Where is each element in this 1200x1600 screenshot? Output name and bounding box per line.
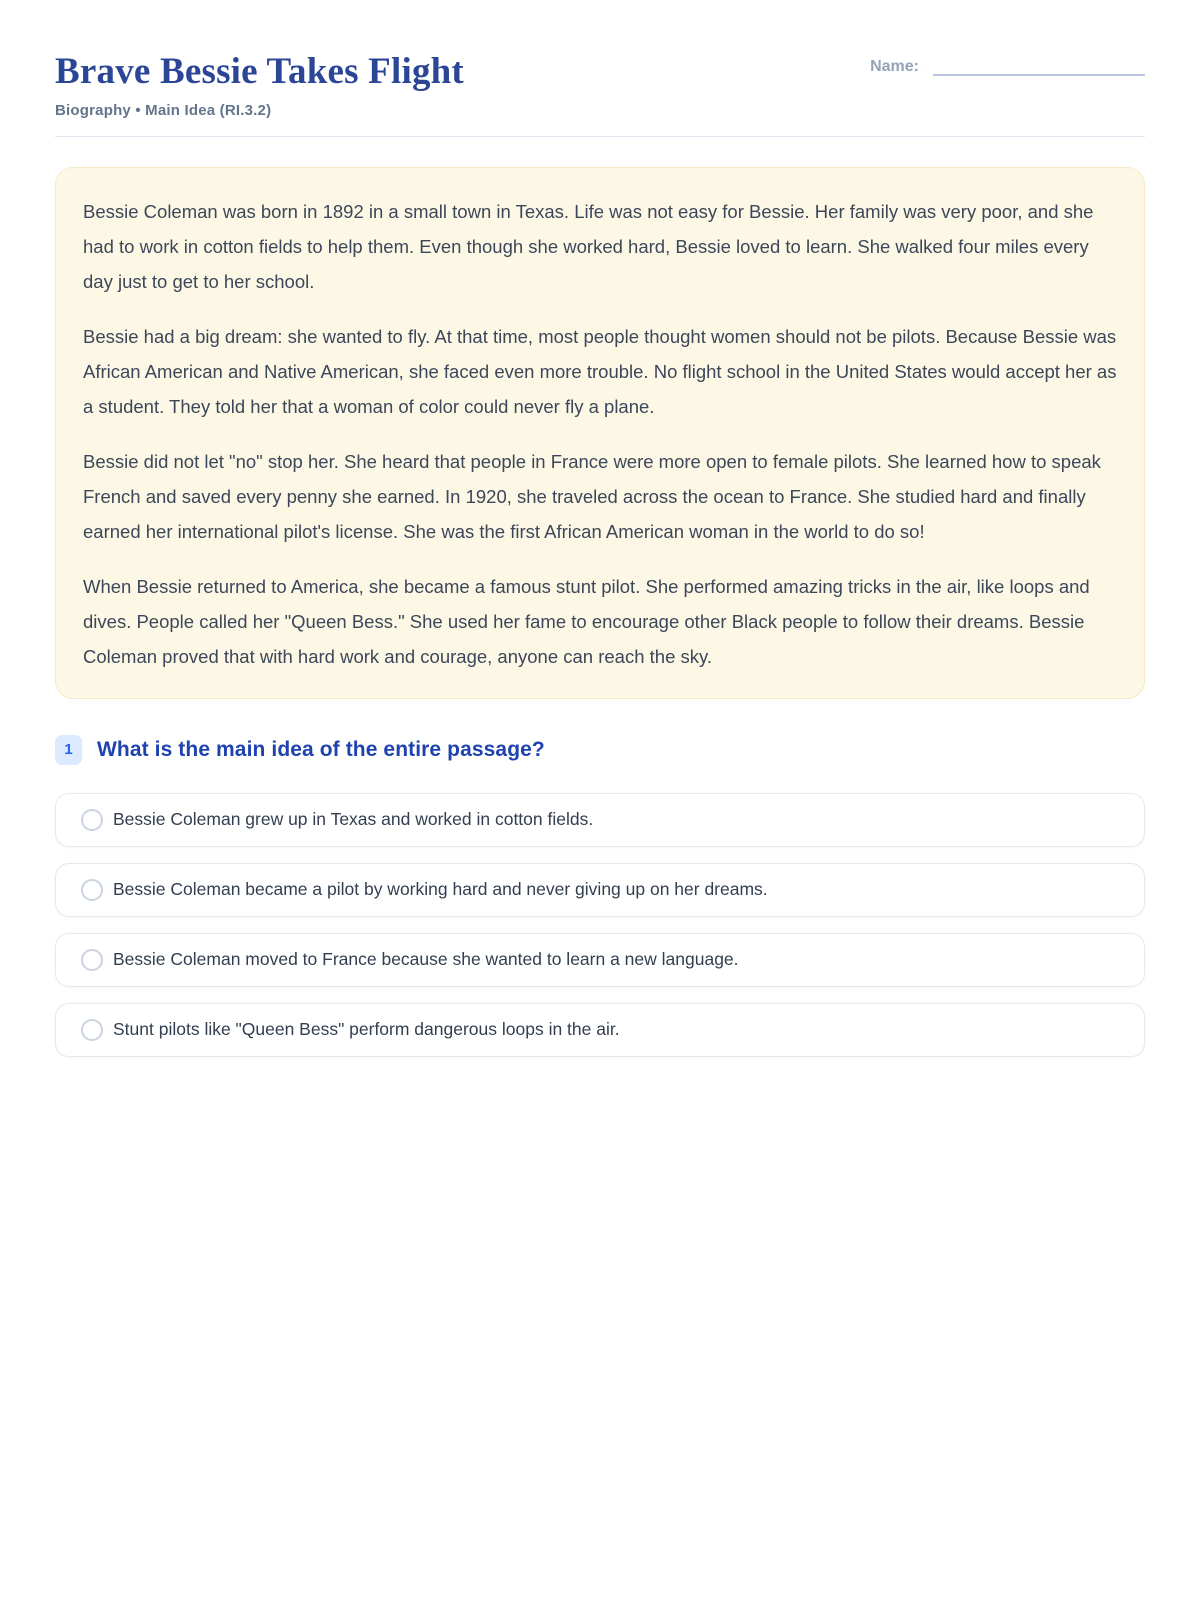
- passage-paragraph: Bessie had a big dream: she wanted to fly. At that time, most people thought women should not be pilots. Because Bessie was African American and Native American, she faced even more trouble. No flight school in the United States would accept her as a student. They told her that a woman of color could never fly a plane.: [83, 325, 1117, 417]
- answer-option-c[interactable]: [55, 933, 1145, 987]
- radio-button-icon[interactable]: [81, 879, 103, 901]
- answer-option-d[interactable]: [55, 1003, 1145, 1057]
- answer-options: [55, 793, 1145, 1057]
- passage-paragraph: When Bessie returned to America, she became a famous stunt pilot. She performed amazing tricks in the air, like loops and dives. People called her "Queen Bess." She used her fame to encourage other Black people to follow their dreams. Bessie Coleman proved that with hard work and courage, anyone can reach the sky.: [83, 575, 1090, 667]
- passage-paragraph: Bessie did not let "no" stop her. She heard that people in France were more open to female pilots. She learned how to speak French and saved every penny she earned. In 1920, she traveled across the ocean to France. She studied hard and finally earned her international pilot's license. She was the first African American woman in the world to do so!: [83, 450, 1101, 542]
- header-left: [55, 52, 464, 119]
- page-subtitle: Biography • Main Idea (RI.3.2): [55, 101, 272, 119]
- header: [55, 52, 1145, 119]
- header-divider: [55, 136, 1145, 137]
- answer-option-b[interactable]: [55, 863, 1145, 917]
- answer-option-a[interactable]: [55, 793, 1145, 847]
- name-blank-line: [933, 58, 1145, 76]
- answer-option-label: Stunt pilots like "Queen Bess" perform dangerous loops in the air.: [113, 1019, 620, 1040]
- name-block: [870, 58, 1145, 76]
- question-text: What is the main idea of the entire passage?: [97, 737, 545, 761]
- radio-button-icon[interactable]: [81, 949, 103, 971]
- radio-button-icon[interactable]: [81, 809, 103, 831]
- passage-paragraph: Bessie Coleman was born in 1892 in a small town in Texas. Life was not easy for Bessie. Her family was very poor, and she had to work in cotton fields to help them. Even though she worked hard, Bessie loved to learn. She walked four miles every day just to get to her school.: [83, 200, 1094, 292]
- answer-option-label: Bessie Coleman became a pilot by working hard and never giving up on her dreams.: [113, 879, 768, 900]
- radio-button-icon[interactable]: [81, 1019, 103, 1041]
- passage-card: [55, 167, 1145, 699]
- name-label: Name:: [870, 58, 919, 75]
- answer-option-label: Bessie Coleman grew up in Texas and worked in cotton fields.: [113, 809, 594, 830]
- question-header: [55, 735, 1145, 765]
- question-number-badge: 1: [55, 735, 82, 765]
- answer-option-label: Bessie Coleman moved to France because she wanted to learn a new language.: [113, 949, 739, 970]
- page-title: Brave Bessie Takes Flight: [55, 51, 464, 92]
